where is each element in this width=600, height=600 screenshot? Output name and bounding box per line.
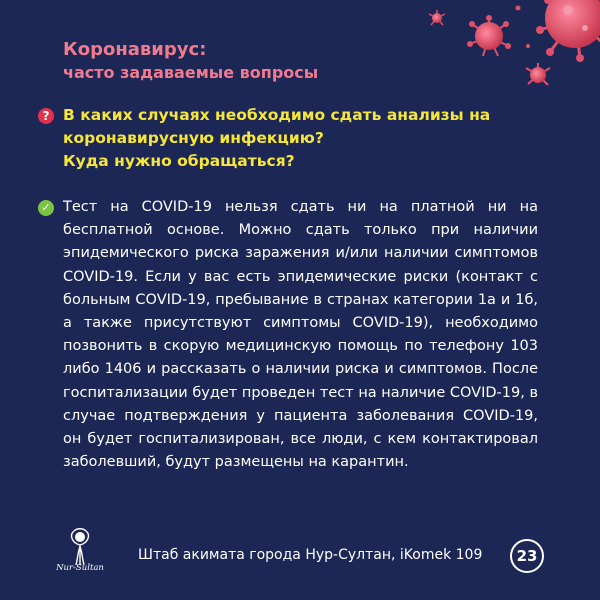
answer-text: Тест на COVID-19 нельзя сдать ни на платной ни на бесплатной основе. Можно сдать только при наличии эпидемического риска заражения и/или наличии симптомов COVID-19. Если у вас есть эпидемические риски (контакт с больным COVID-19, пребывание в странах категории 1а и 1б, а также присутствуют симптомы COVID-19), необходимо позвонить в скорую медицинскую помощь по телефону 103 либо 1406 и рассказать о наличии риска и симптомов. После госпитализации будет проведен тест на наличие COVID-19, в случае подтверждения у пациента заболевания COVID-19, он будет госпитализирован, все люди, с кем контактировал заболевший, будут размещены на карантин.: [63, 199, 538, 471]
page-number-badge: 23: [510, 539, 544, 573]
question-line2: коронавирусную инфекцию?: [63, 129, 324, 147]
check-mark-icon: ✓: [38, 200, 54, 216]
virus-dot-icon: [516, 6, 521, 11]
page-title: [63, 38, 393, 84]
page-title-line2: часто задаваемые вопросы: [63, 63, 319, 82]
virus-small-icon: [526, 63, 550, 85]
question-mark-icon: ?: [38, 108, 54, 124]
source-credit: Штаб акимата города Нур-Султан, iKomek 109: [138, 547, 483, 563]
question-line1: В каких случаях необходимо сдать анализы на: [63, 106, 491, 124]
question-line3: Куда нужно обращаться?: [63, 152, 295, 170]
virus-dot-icon: [526, 44, 530, 48]
bayterek-icon: [50, 527, 110, 567]
virus-large-icon: [536, 0, 600, 62]
nur-sultan-logo: [50, 527, 110, 585]
page-title-line1: Коронавирус:: [63, 39, 207, 60]
footer: [0, 535, 600, 585]
virus-tiny-icon: [429, 10, 445, 25]
virus-medium-icon: [467, 15, 511, 56]
logo-text: Nur-Sultan: [56, 563, 104, 573]
question-text: [63, 104, 563, 173]
